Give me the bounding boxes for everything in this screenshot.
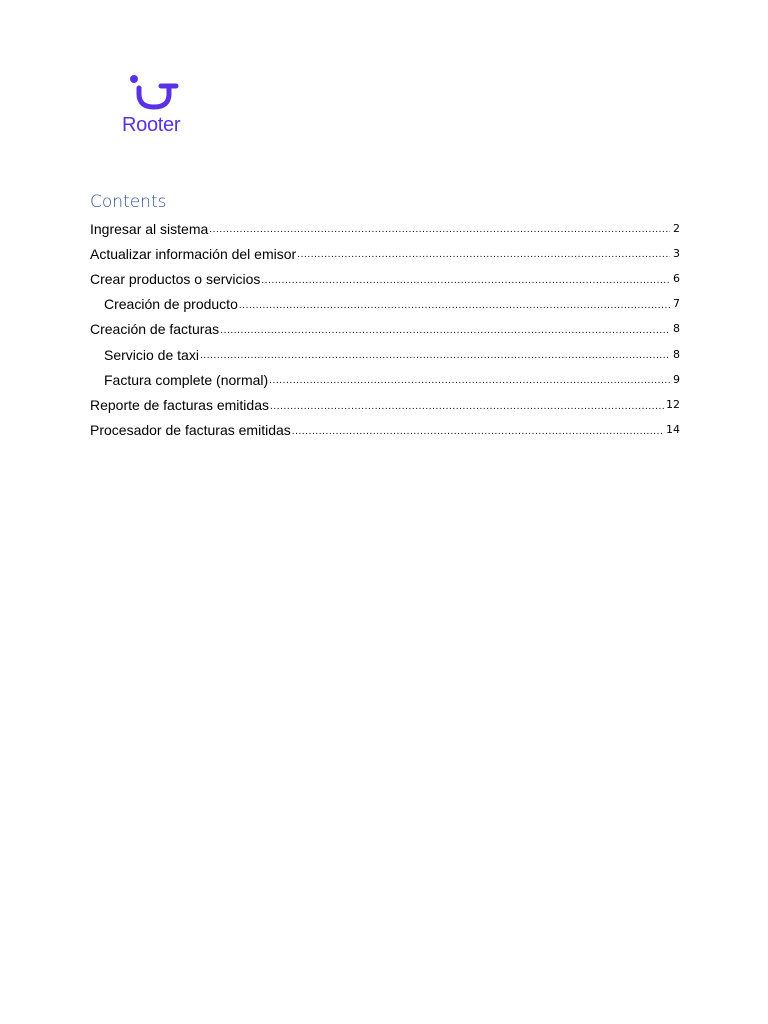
toc-entry-label: Actualizar información del emisor: [90, 245, 297, 262]
toc-entry-label: Creación de facturas: [90, 321, 220, 338]
toc-entry-page: 3: [673, 246, 680, 260]
toc-entry-page: 14: [666, 423, 680, 437]
toc-dot-leader: [292, 424, 664, 443]
toc-entry[interactable]: [90, 317, 680, 342]
toc-dot-leader: [297, 247, 670, 266]
toc-dot-leader: [220, 323, 670, 342]
toc-entry[interactable]: [90, 266, 680, 291]
toc-entry-page: 8: [673, 322, 680, 336]
toc-entry-page: 8: [673, 347, 680, 361]
toc-entry-label: Servicio de taxi: [104, 346, 199, 363]
toc-entry-page: 12: [666, 397, 680, 411]
toc-entry[interactable]: [90, 418, 680, 443]
toc-entry-page: 7: [673, 297, 680, 311]
toc-entry-page: 2: [673, 221, 680, 235]
toc-dot-leader: [200, 348, 670, 367]
toc-dot-leader: [209, 222, 670, 241]
toc-entry[interactable]: [90, 342, 680, 367]
toc-entry-label: Crear productos o servicios: [90, 270, 261, 287]
toc-entry-page: 9: [673, 372, 680, 386]
brand-name: Rooter: [122, 114, 181, 136]
toc-entry[interactable]: [90, 216, 680, 241]
rooter-logo: [118, 74, 198, 138]
toc-entry-label: Factura complete (normal): [104, 371, 269, 388]
smile-u-icon: [128, 74, 180, 114]
toc-entry-label: Creación de producto: [104, 296, 238, 313]
toc-dot-leader: [261, 273, 670, 292]
toc-dot-leader: [270, 399, 664, 418]
toc-entry-label: Ingresar al sistema: [90, 220, 209, 237]
toc-entry[interactable]: [90, 367, 680, 392]
toc-entry-label: Reporte de facturas emitidas: [90, 396, 269, 413]
toc-entry-label: Procesador de facturas emitidas: [90, 422, 291, 439]
toc-entry[interactable]: [90, 292, 680, 317]
toc-entry-page: 6: [673, 271, 680, 285]
toc-entry[interactable]: [90, 241, 680, 266]
toc-heading: Contents: [90, 192, 167, 212]
table-of-contents: [90, 216, 680, 443]
toc-entry[interactable]: [90, 392, 680, 417]
toc-dot-leader: [239, 298, 670, 317]
toc-dot-leader: [269, 373, 670, 392]
